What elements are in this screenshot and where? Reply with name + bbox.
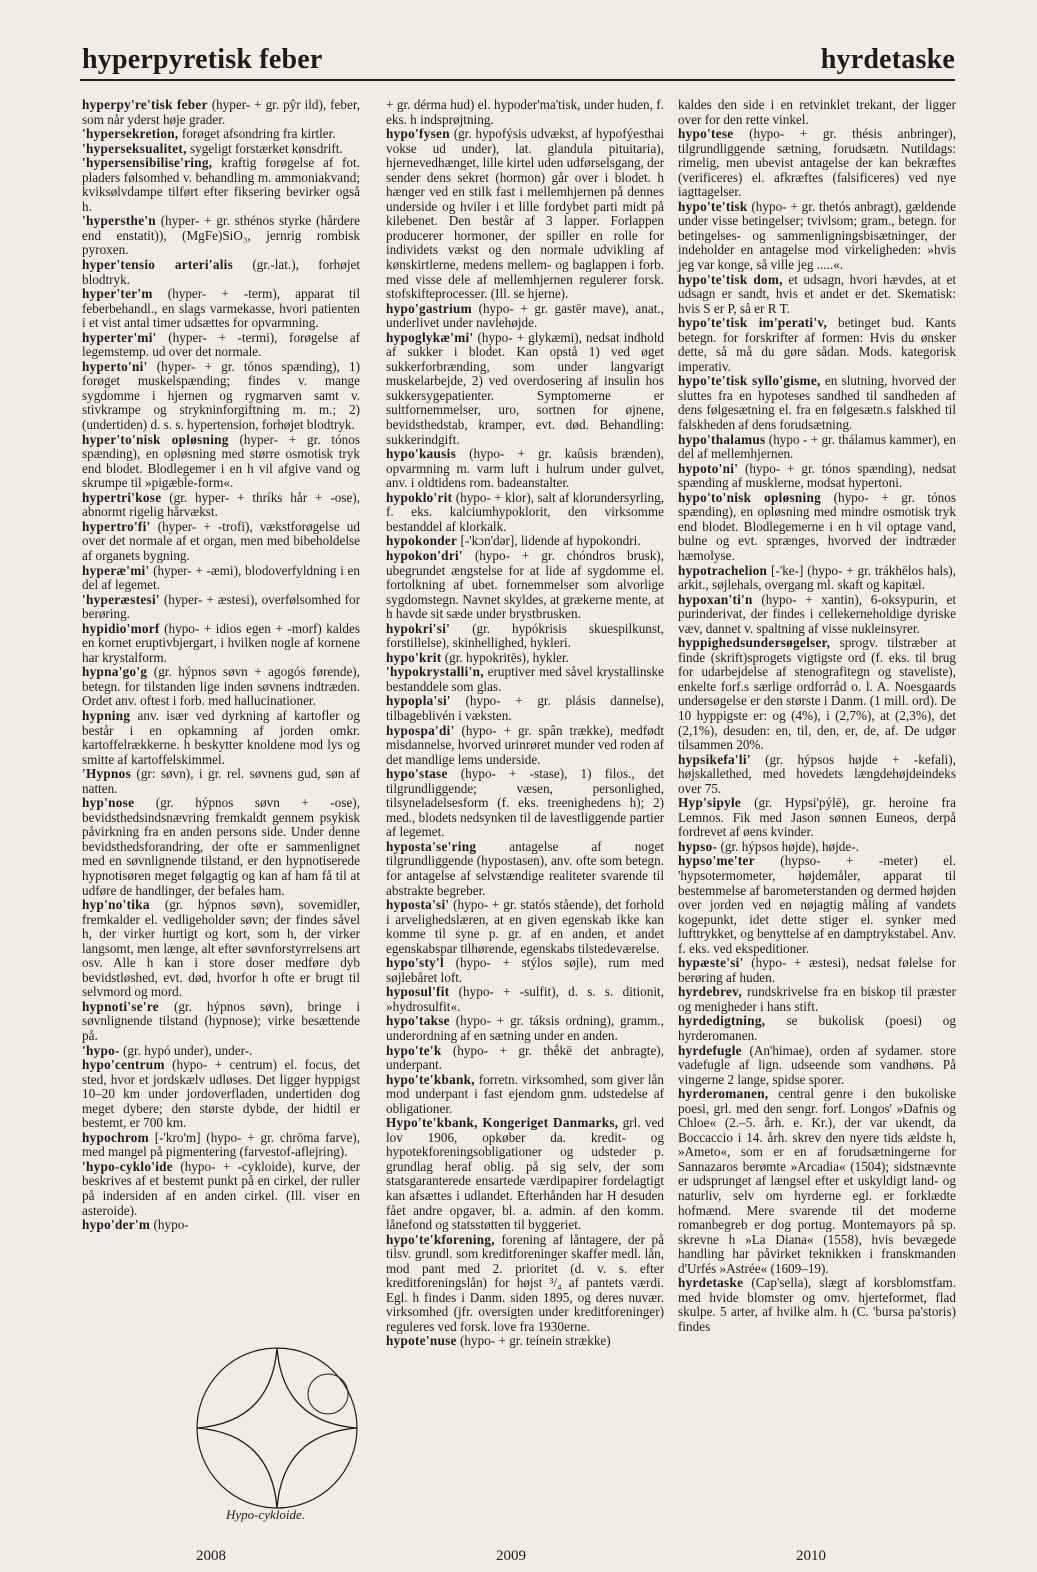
dictionary-entry	[386, 127, 664, 302]
entry-definition: (gr. hýpnos søvn), sovemidler, fremkalder el. vedligeholder søvn; der findes såvel h, der virker hurtigt og kort, som h, der virker langsomt, men længe, alt efter søvnforstyrrelsens art osv. Alle h kan i store doser medføre dyb bevidstløshed, evt. død, hvorfor h ofte er brugt til selvmord og mord.	[82, 897, 360, 1000]
entry-definition: en slutning, hvorved der sluttes fra en hypoteses sandhed til sandheden af dens følgesætning el. fra en følgesætn.s falskhed til falskheden af dens forudsætning.	[678, 373, 956, 433]
dictionary-entry	[678, 200, 956, 273]
entry-definition: antagelse af noget tilgrundliggende (hypostasen), anv. ofte som betegn. for antagelse af selvstændige realiteter svarende til abstrakte begreber.	[386, 838, 664, 898]
entry-headword: hyper'to'nisk opløsning	[82, 431, 229, 447]
dictionary-entry	[82, 593, 360, 622]
entry-definition: (hypo- + gr. chóndros brusk), ubegrundet ængstelse for at lide af sygdomme el. fortolkning af ubet. fornemmelser som alvorlige sygdomstegn. Navnet skyldes, at grækerne mente, at h havde sit sæde under brystbrusken.	[386, 547, 664, 622]
dictionary-entry	[82, 622, 360, 666]
entry-headword: hyp'nose	[82, 795, 135, 811]
entry-headword: hypning	[82, 707, 131, 723]
dictionary-entry	[386, 665, 664, 694]
entry-headword: hypæste'si'	[678, 955, 744, 971]
entry-headword: hyposta'si'	[386, 897, 450, 913]
entry-headword: 'hyperseksualitet,	[82, 140, 187, 156]
entry-headword: hypokon'dri'	[386, 547, 463, 563]
entry-definition: (gr. hypofýsis udvækst, af hypofýesthai vokse ud under), lat. glandula pituitaria), hjernevedhænget, lille kirtel uden udførselsgang, der sender dens sekret (hormon) går over i blodet. h hænger ved en stilk fast i mellemhjernen på dennes underside og hviler i et lille fordybet parti midt på kilebenet. Den består af 3 lapper. Forlappen producerer hormoner, der spiller en rolle for individets vækst og den normale udvikling af kønskirtlerne, medens mellem- og baglappen i forb. med visse dele af mellemhjernen regulerer forsk. stofskifteprocesser. (Ill. se hjerne).	[386, 126, 664, 302]
entry-definition: (gr. hýpnos søvn + agogós førende), betegn. for tilstanden lige inden søvnens indtræden. Ordet anv. oftest i forb. med hallucinationer.	[82, 664, 360, 709]
dictionary-entry	[678, 462, 956, 491]
dictionary-entry	[82, 520, 360, 564]
entry-headword: hyposta'se'ring	[386, 838, 477, 854]
entry-definition: (hypo- + gr. thetós anbragt), gældende under visse betingelser; tvivlsom; gram., betegn. for betingelses- og sammenligningsbisætninger, der indeholder en antagelse mod virkeligheden: »hvis jeg var konge, så ville jeg .....«.	[678, 198, 956, 273]
dictionary-entry	[678, 564, 956, 593]
entry-definition: (hypo- + gr. teínein strække)	[456, 1333, 611, 1349]
dictionary-entry	[82, 331, 360, 360]
dictionary-entry	[82, 767, 360, 796]
entry-definition: grl. ved lov 1906, opkøber da. kredit- og hypotekforeningsobligationer og udsteder p. grundlag heraf oblig. på sig selv, der som statsgaranterede ensartede værdipapirer fordelagtigt kan afsættes i udlandet. Efterhånden har H desuden fået andre opgaver, bl. a. admin. af den komm. lånefond og statsstøtten til byggeriet.	[386, 1115, 664, 1233]
dictionary-entry	[386, 549, 664, 622]
entry-headword: Hypo'te'kbank, Kongeriget Danmarks,	[386, 1115, 619, 1131]
entry-headword: hypo'krit	[386, 649, 442, 665]
entry-definition: (hypo- + gr. thésis anbringer), tilgrundliggende sætning, forudsætn. Nutildags: rimelig, men ubevist antagelse der kan bekræftes (verificeres) el. afkræftes (falsificeres) ved nye iagttagelser.	[678, 126, 956, 200]
dictionary-entry	[82, 156, 360, 214]
entry-headword: hypo'to'nisk opløsning	[678, 489, 822, 505]
entry-definition: forretn. virksomhed, som giver lån mod underpant i fast ejendom gnm. udstedelse af obligationer.	[386, 1071, 664, 1116]
entry-headword: hyrdebrev,	[678, 984, 742, 1000]
entry-headword: hypo'gastrium	[386, 300, 472, 316]
entry-definition: forening af låntagere, der på tilsv. grundl. som kreditforeninger skaffer medl. lån, mod pant med 2. prioritet (d. v. s. efter kreditforeningslån) for højst ³/₄ af pantets værdi. Egl. h findes i Danm. siden 1895, og deres nuvær. virksomhed (jfr. oversigten under kreditforeninger) reguleres ved forsk. love fra 1930erne.	[386, 1231, 664, 1334]
dictionary-entry	[678, 98, 956, 127]
dictionary-entry	[82, 287, 360, 331]
entry-definition: (gr. hypokritēs), hykler.	[441, 649, 569, 665]
entry-definition: kraftig forøgelse af fot. pladers følsomhed v. behandling m. ammoniakvand; kviksølvdampe tilført efter fiksering bevirker også h.	[82, 155, 360, 214]
dictionary-entry	[386, 1014, 664, 1043]
entry-definition: (hypo- + gr. spân trække), medfødt misdannelse, hvorved urinrøret munder ved roden af det mandlige lems underside.	[386, 722, 664, 767]
dictionary-entry	[386, 840, 664, 898]
dictionary-entry	[82, 796, 360, 898]
entry-definition: (hypo- + glykæmi), nedsat indhold af sukker i blodet. Kan opstå 1) ved øget sukkerforbrænding, som under langvarigt muskelarbejde, 2) ved overdosering af insulin hos sukkersygepatienter. Symptomerne er sultfornemmelser, uro, sortnen for øjnene, bevidsthedstab, kramper, evt. død. Behandling: sukkerindgift.	[386, 329, 664, 447]
entry-headword: 'hypokrystalli'n,	[386, 664, 484, 680]
dictionary-entry	[678, 985, 956, 1014]
dictionary-entry	[678, 636, 956, 752]
entry-headword: hyppighedsundersøgelser,	[678, 635, 831, 651]
dictionary-entry	[82, 709, 360, 767]
dictionary-entry	[678, 127, 956, 200]
dictionary-entry	[386, 331, 664, 447]
dictionary-entry	[386, 724, 664, 768]
entry-definition: + gr. dérma hud) el. hypoder'ma'tisk, under huden, f. eks. h indsprøjtning.	[386, 97, 664, 127]
dictionary-entry	[678, 1276, 956, 1334]
entry-headword: hypo'te'tisk syllo'gisme,	[678, 373, 821, 389]
entry-definition: (gr. hýpsos højde), højde-.	[717, 838, 859, 854]
entry-definition: [-'kɔn'dər], lidende af hypokondri.	[457, 533, 641, 549]
entry-headword: 'Hypnos	[82, 766, 132, 782]
dictionary-entry	[678, 593, 956, 637]
figure-caption: Hypo-cykloide.	[226, 1507, 306, 1522]
entry-headword: hypochrom	[82, 1129, 149, 1145]
dictionary-entry	[386, 491, 664, 535]
entry-headword: 'hyperæstesi'	[82, 591, 160, 607]
entry-headword: hypidio'morf	[82, 620, 160, 636]
entry-headword: hyrdedigtning,	[678, 1013, 766, 1029]
dictionary-entry	[386, 1334, 664, 1349]
dictionary-entry	[82, 1131, 360, 1160]
entry-headword: hyper'ter'm	[82, 286, 153, 302]
dictionary-entry	[82, 1044, 360, 1059]
entry-headword: hypo'sty'l	[386, 955, 444, 971]
entry-headword: hypo'centrum	[82, 1057, 165, 1073]
entry-headword: hypo'fysen	[386, 126, 450, 142]
dictionary-entry	[82, 433, 360, 491]
dictionary-entry	[82, 1218, 360, 1233]
entry-headword: hypokonder	[386, 533, 458, 549]
entry-definition: (gr. hýpnos søvn + -ose), bevidsthedsindsnævring fremkaldt gennem psykisk påvirkning fra en anden persons side. Under denne bevidsthedsforandring, der ofte er sammenlignet med en søvnlignende tilstand, er den hypnotiserede hypnotisøren meget følgagtig og kan af ham få til at udføre de handlinger, der befales ham.	[82, 795, 360, 898]
entry-definition: (hypo- + gr. gastēr mave), anat., underlivet under navlehøjde.	[386, 300, 664, 331]
dictionary-entry	[82, 564, 360, 593]
entry-headword: hypo'te'tisk	[678, 198, 748, 214]
entry-definition: (hypo- + gr. tónos spænding), en opløsning med mindre osmotisk tryk end blodet. Blodlegemerne i en h vil optage vand, bulne og evt. sprænges, hvorved der indtræder hæmolyse.	[678, 489, 956, 563]
entry-definition: (hypo- + -cykloide), kurve, der beskrives af et bestemt punkt på en cirkel, der ruller på indersiden af en anden cirkel. (Ill. viser en asteroide).	[82, 1158, 360, 1218]
entry-definition: anv. især ved dyrkning af kartofler og består i en opkamning af jorden omkr. kartoffelrækkerne. h beskytter knoldene mod lys og smitte af kartoffelskimmel.	[82, 707, 360, 767]
entry-headword: hypotrachelion	[678, 562, 768, 578]
page-number-middle: 2009	[496, 1548, 526, 1564]
entry-definition: (hypo- + stýlos søjle), rum med søjlebåret loft.	[386, 955, 664, 985]
entry-headword: hyrdefugle	[678, 1042, 742, 1058]
entry-headword: hypertro'fi'	[82, 518, 151, 534]
entry-headword: hypoxan'ti'n	[678, 591, 753, 607]
entry-headword: hypo'te'kbank,	[386, 1071, 475, 1087]
dictionary-entry	[386, 767, 664, 840]
entry-definition: (Cap'sella), slægt af korsblomstfam. med hvide blomster og omv. hjerteformet, flad skulpe. 5 arter, af hvilke alm. h (C. 'bursa pa'storis) findes	[678, 1275, 956, 1334]
dictionary-entry	[82, 1000, 360, 1044]
entry-definition: (hypo-	[150, 1217, 189, 1233]
dictionary-entry	[678, 854, 956, 956]
dictionary-entry	[386, 956, 664, 985]
dictionary-entry	[386, 622, 664, 651]
entry-definition: (hyper- + gr. tónos spænding), 1) forøget muskelspænding; findes v. mange sygdomme i hjernen og rygmarven samt v. stivkrampe og strykninforgiftning m. m.; 2) (undertiden) d. s. s. hypertension, forhøjet blodtryk.	[82, 358, 360, 433]
entry-headword: hypo'kausis	[386, 446, 457, 462]
dictionary-entry	[82, 1160, 360, 1218]
entry-definition: (hypo- + idios egen + -morf) kaldes en kornet eruptivbjergart, i hvilken nogle af kornene har krystalform.	[82, 620, 360, 665]
entry-headword: hypoto'ni'	[678, 460, 739, 476]
dictionary-entry	[386, 1116, 664, 1232]
entry-definition: (hyper- + gr. sthénos styrke (hårdere end enstatit)), (MgFe)SiO₃, jernrig rombisk pyroxen.	[82, 213, 360, 258]
entry-definition: kaldes den side i en retvinklet trekant, der ligger over for den rette vinkel.	[678, 97, 956, 127]
entry-headword: hypokri'si'	[386, 620, 451, 636]
dictionary-entry	[386, 985, 664, 1014]
dictionary-entry	[82, 258, 360, 287]
entry-headword: hyrderomanen,	[678, 1086, 769, 1102]
column-2	[386, 98, 664, 1349]
entry-definition: (hyper- + -æmi), blodoverfyldning i en del af legemet.	[82, 562, 360, 593]
entry-definition: (hypo- + gr. kaûsis brænden), opvarmning m. varm luft i hulrum under gulvet, anv. i oldtidens rom. badeanstalter.	[386, 446, 664, 491]
entry-headword: 'hypo-	[82, 1042, 120, 1058]
entry-headword: hypo'te'k	[386, 1042, 442, 1058]
entry-definition: betinget bud. Kants betegn. for forskrifter af formen: Hvis du ønsker dette, så må du gøre sådan. Mods. kategorisk imperativ.	[678, 315, 957, 374]
entry-definition: (hyper- + -termi), forøgelse af legemstemp. ud over det normale.	[82, 329, 360, 360]
entry-definition: (gr: søvn), i gr. rel. søvnens gud, søn af natten.	[82, 766, 360, 796]
entry-headword: hypoglykæ'mi'	[386, 329, 474, 345]
entry-definition: (gr. hypó under), under-.	[119, 1042, 253, 1058]
dictionary-entry	[386, 651, 664, 666]
entry-headword: hypopla'si'	[386, 693, 451, 709]
entry-headword: hypoklo'rit	[386, 489, 453, 505]
entry-definition: (hyper- + -term), apparat til feberbehandl., en slags varmekasse, hvori patienten i et vist antal timer udsættes for opvarmning.	[82, 286, 360, 331]
entry-headword: hypo'te'tisk dom,	[678, 271, 783, 287]
dictionary-entry	[82, 665, 360, 709]
entry-definition: (An'himae), orden af sydamer. store vadefugle af lign. udseende som vandhøns. På vingerne 2 lange, spidse sporer.	[678, 1042, 956, 1087]
dictionary-entry	[386, 302, 664, 331]
dictionary-entry	[678, 753, 956, 797]
entry-definition: sygeligt forstærket kønsdrift.	[186, 140, 343, 156]
entry-headword: Hyp'sipyle	[678, 795, 742, 811]
dictionary-entry	[386, 694, 664, 723]
dictionary-entry	[82, 214, 360, 258]
running-head-right: hyrdetaske	[820, 44, 955, 75]
dictionary-entry	[678, 1087, 956, 1276]
dictionary-entry	[678, 1014, 956, 1043]
dictionary-entry	[386, 898, 664, 956]
entry-definition: (hypo- + æstesi), nedsat følelse for berøring af huden.	[678, 955, 956, 985]
dictionary-entry	[82, 142, 360, 157]
entry-definition: (hypo- + gr. tónos spænding), nedsat spænding af musklerne, modsat hypertoni.	[678, 460, 956, 491]
entry-definition: eruptiver med såvel krystallinske bestanddele som glas.	[386, 664, 664, 694]
column-3	[678, 98, 956, 1334]
dictionary-entry	[386, 1044, 664, 1073]
dictionary-entry	[82, 360, 360, 433]
entry-definition: (hypo- + centrum) el. focus, det sted, hvor et jordskælv udløses. Det ligger hyppigst 10–20 km under jordoverfladen, undertiden dog meget dybere; den største dybde, der hidtil er bestemt, er 700 km.	[82, 1057, 360, 1131]
entry-definition: (hypo- + gr. táksis ordning), gramm., underordning af en sætning under en anden.	[386, 1013, 664, 1043]
entry-definition: (hyper- + gr. pŷr ild), feber, som når yderst høje grader.	[82, 97, 360, 127]
entry-headword: hypertri'kose	[82, 489, 162, 505]
entry-definition: central genre i den bukoliske poesi, grl. med den sengr. forf. Longos' »Dafnis og Chloe« (2.–5. årh. e. Kr.), der var ukendt, da Boccaccio i 14. årh. skrev den nyere tids ældste h, »Ameto«, som er en af forudsætningerne for Sannazaros berømte »Arcadia« (1504); sidstnævnte er udsprunget af længsel efter et uskyldigt land- og naturliv, selv om hyrderne egl. er forklædte hofmænd. Mere svarende til det moderne romanbegreb er dog portug. Montemayors på sp. skrevne h »La Diana« (1558), hvis bevægede handling har påvirket teknikken i franskmanden d'Urfés »Astrée« (1609–19).	[678, 1086, 956, 1276]
entry-definition: (gr. hyper- + thríks hår + -ose), abnormt rigelig hårvækst.	[82, 489, 360, 520]
entry-definition: (hypo- + gr. thḗkē det anbragte), underpant.	[386, 1042, 664, 1073]
entry-definition: (gr. hypókrisis skuespilkunst, forstillelse), skinhellighed, hykleri.	[386, 620, 664, 651]
entry-headword: hypo'der'm	[82, 1217, 151, 1233]
entry-definition: (hypo - + gr. thálamus kammer), en del af mellemhjernen.	[678, 431, 956, 462]
entry-headword: hyp'no'tika	[82, 897, 150, 913]
entry-headword: hyperpy're'tisk feber	[82, 97, 208, 112]
dictionary-entry	[678, 374, 956, 432]
entry-definition: (hypo- + -sulfit), d. s. s. ditionit, »hydrosulfit«.	[386, 984, 664, 1014]
entry-definition: et udsagn, hvori hævdes, at et udsagn er sandt, hvis et andet er det. Skematisk: hvis S er P, så er R T.	[678, 271, 956, 316]
entry-headword: 'hypersekretion,	[82, 126, 179, 142]
dictionary-entry	[386, 98, 664, 127]
entry-headword: hypnoti'se're	[82, 998, 159, 1014]
entry-definition: (gr. hýpsos højde + -kefali), højskallethed, med hovedets længdehøjdeindeks over 75.	[678, 751, 956, 796]
dictionary-entry	[678, 840, 956, 855]
entry-headword: hypo'te'tisk im'perati'v,	[678, 315, 828, 331]
entry-headword: hypote'nuse	[386, 1333, 457, 1349]
entry-definition: (hyper- + -trofi), vækstforøgelse ud over det normale af et organ, men med bibeholdelse af organets bygning.	[82, 518, 360, 563]
entry-definition: (gr.-lat.), forhøjet blodtryk.	[82, 257, 361, 287]
entry-definition: (hypo- + gr. statós stående), det forhold i arvelighedslæren, at en given egenskab ikke kan komme til syne p. gr. af en anden, et andet egenskabspar tilhørende, egenskabs tilstedeværelse.	[386, 897, 664, 956]
dictionary-entry	[386, 534, 664, 549]
dictionary-entry	[678, 491, 956, 564]
entry-headword: hypso-	[678, 838, 718, 854]
page-number-right: 2010	[796, 1548, 826, 1564]
entry-headword: hypo'takse	[386, 1013, 450, 1029]
header-rule	[80, 79, 955, 81]
dictionary-entry	[386, 447, 664, 491]
entry-definition: (hypo- + xantin), 6-oksypurin, et purinderivat, der findes i cellekerneholdige dyriske væv, dannet v. spaltning af visse nukleinsyrer.	[678, 591, 956, 636]
entry-definition: (hypo- + klor), salt af klorundersyrling, f. eks. kalciumhypoklorit, den virksomme bestanddel af klorkalk.	[386, 489, 664, 534]
entry-definition: rundskrivelse fra en biskop til præster og menigheder i hans stift.	[678, 984, 956, 1014]
entry-definition: se bukolisk (poesi) og hyrderomanen.	[678, 1013, 956, 1043]
entry-headword: hypsikefa'li'	[678, 751, 751, 767]
dictionary-entry	[678, 796, 956, 840]
entry-headword: 'hypersensibilise'ring,	[82, 155, 213, 171]
entry-definition: [-'ke-] (hypo- + gr. trákhēlos hals), arkit., søjlehals, overgang ml. skaft og kapitæl.	[678, 562, 956, 593]
dictionary-entry	[82, 491, 360, 520]
entry-definition: (hypo- + gr. plásis dannelse), tilbageblivén i væksten.	[386, 693, 664, 723]
dictionary-entry	[82, 127, 360, 142]
entry-headword: 'hypo-cyklo'ide	[82, 1158, 173, 1174]
entry-headword: hypo'te'kforening,	[386, 1231, 495, 1247]
entry-headword: hyper'tensio arteri'alis	[82, 257, 234, 273]
page-number-left: 2008	[196, 1548, 226, 1564]
entry-headword: hypo'stase	[386, 766, 448, 782]
entry-definition: (hypso- + -meter) el. 'hypsotermometer, højdemåler, apparat til bestemmelse af barometerstanden og dermed højden over jorden ved en nøjagtig måling af vandets kogepunkt, idet dette stiger el. synker med lufttrykket, og benyttelse af en damptrykstabel. Anv. f. eks. ved ekspeditioner.	[678, 853, 956, 956]
dictionary-entry	[82, 98, 360, 127]
entry-definition: (hypo- + -stase), 1) filos., det tilgrundliggende; væsen, personlighed, tilsyneladelsesform (f. eks. treenighedens h); 2) med., blodets nedsynken til de lavestliggende partier af legemet.	[386, 766, 664, 840]
entry-definition: (hyper- + gr. tónos spænding), en opløsning med større osmotisk tryk end blodet. Blodlegemer i en h vil afgive vand og skrumpe til »pigæble-form«.	[82, 431, 360, 491]
dictionary-entry	[82, 898, 360, 1000]
dictionary-entry	[386, 1073, 664, 1117]
entry-headword: hyperter'mi'	[82, 329, 157, 345]
entry-headword: hyperæ'mi'	[82, 562, 150, 578]
entry-headword: hyrdetaske	[678, 1275, 744, 1291]
dictionary-entry	[678, 273, 956, 317]
entry-definition: forøget afsondring fra kirtler.	[178, 126, 336, 142]
column-1	[82, 98, 360, 1233]
dictionary-entry	[82, 1058, 360, 1131]
entry-headword: hypna'go'g	[82, 664, 148, 680]
dictionary-entry	[678, 956, 956, 985]
entry-headword: 'hypersthe'n	[82, 213, 156, 229]
entry-headword: hypo'tese	[678, 126, 734, 142]
entry-definition: [-'kro'm] (hypo- + gr. chrōma farve), med mangel på pigmentering (farvestof-aflejring).	[82, 1129, 360, 1160]
entry-definition: (gr. hýpnos søvn), bringe i søvnlignende tilstand (hypnose); virke besættende på.	[82, 998, 360, 1043]
entry-headword: hypso'me'ter	[678, 853, 755, 869]
running-head-left: hyperpyretisk feber	[82, 44, 323, 75]
dictionary-entry	[678, 433, 956, 462]
entry-headword: hyperto'ni'	[82, 358, 148, 374]
dictionary-entry	[678, 1044, 956, 1088]
entry-definition: (hyper- + æstesi), overfølsomhed for berøring.	[82, 591, 360, 622]
dictionary-entry	[386, 1233, 664, 1335]
entry-definition: sprogv. tilstræber at finde (skrift)sprogets vigtigste ord (f. eks. til brug for udarbejdelse af stenografitegn og staveliste), enkelte forf.s særlige ordforråd o. l. A. Noesgaards undersøgelse er den største i Danm. (1 mill. ord). De 10 hyppigste er: og (4%), i (2,7%), at (2,3%), det (2,1%), desuden: en, til, den, er, de, af. De udgør tilsammen 20%.	[678, 635, 956, 753]
dictionary-entry	[678, 316, 956, 374]
hypocycloid-illustration	[188, 1340, 366, 1516]
entry-definition: (gr. Hypsi'pýlē), gr. heroine fra Lemnos. Fik med Jason sønnen Euneos, derpå fordrevet af øens kvinder.	[678, 795, 956, 840]
entry-headword: hypo'thalamus	[678, 431, 766, 447]
entry-headword: hypospa'di'	[386, 722, 455, 738]
entry-headword: hyposul'fit	[386, 984, 450, 1000]
